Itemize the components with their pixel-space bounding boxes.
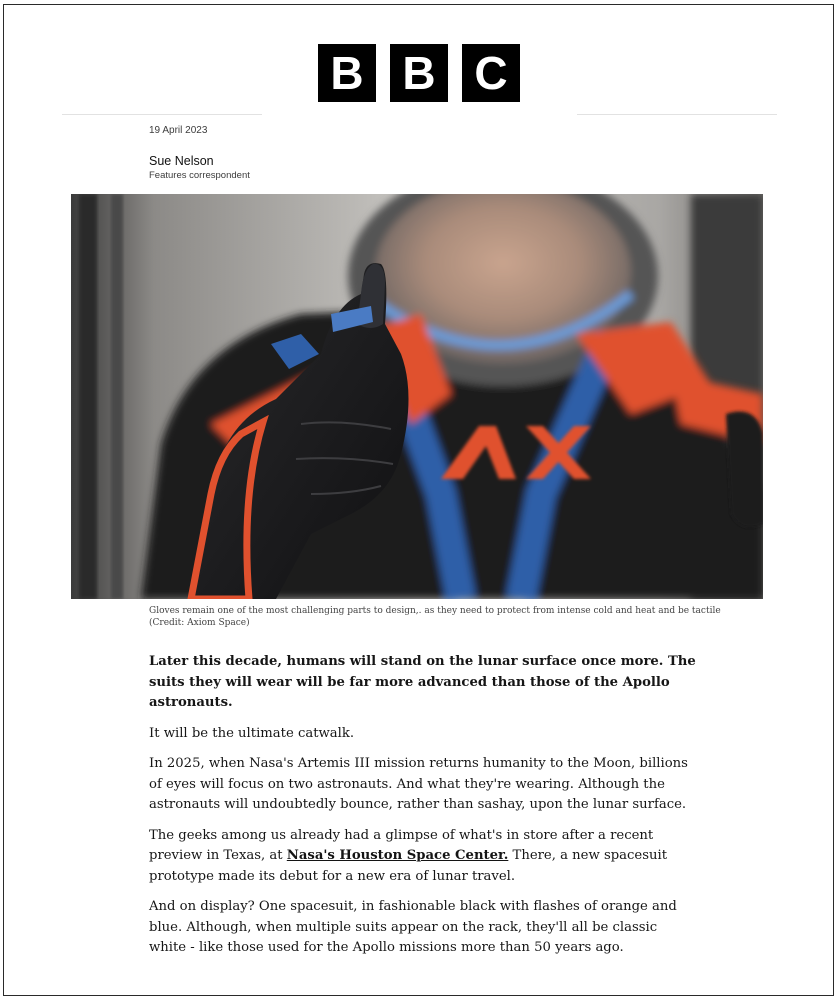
header-divider-left: [62, 114, 262, 115]
image-caption: [149, 605, 749, 629]
bbc-logo[interactable]: [318, 44, 520, 102]
author-role: Features correspondent: [149, 170, 250, 181]
article-lede: Later this decade, humans will stand on the lunar surface once more. The suits they will wear will be far more advanced than those of the Apollo astronauts.: [149, 654, 696, 710]
logo-letter-c: C: [462, 44, 520, 102]
paragraph-1: It will be the ultimate catwalk.: [149, 725, 355, 741]
caption-text: Gloves remain one of the most challenging parts to design,. as they need to protect from intense cold and heat and be tactile: [149, 606, 721, 616]
paragraph-4: And on display? One spacesuit, in fashionable black with flashes of orange and blue. Although, when multiple suits appear on the rack, they'll all be classic white - like those used for the Apollo missions more than 50 years ago.: [149, 899, 677, 955]
paragraph-3-text-start: The geeks among us already had a glimpse of what's in store after a recent preview in Texas, at: [149, 827, 654, 863]
paragraph-3: [149, 826, 697, 888]
article-body: [149, 652, 697, 969]
header-divider-right: [577, 114, 777, 115]
author-name[interactable]: Sue Nelson: [149, 154, 214, 168]
spacesuit-photo-icon: [71, 194, 763, 599]
houston-space-center-link[interactable]: Nasa's Houston Space Center.: [286, 848, 509, 863]
logo-letter-b1: B: [318, 44, 376, 102]
paragraph-2: In 2025, when Nasa's Artemis III mission returns humanity to the Moon, billions of eyes will focus on two astronauts. And what they're wearing. Although the astronauts will undoubtedly bounce, rather than sashay, upon the lunar surface.: [149, 756, 688, 812]
hero-image[interactable]: [71, 194, 763, 599]
caption-credit: (Credit: Axiom Space): [149, 618, 250, 628]
publish-date: 19 April 2023: [149, 125, 208, 136]
paragraph-3-text-end: There, a new spacesuit prototype made its debut for a new era of lunar travel.: [149, 848, 667, 884]
logo-letter-b2: B: [390, 44, 448, 102]
